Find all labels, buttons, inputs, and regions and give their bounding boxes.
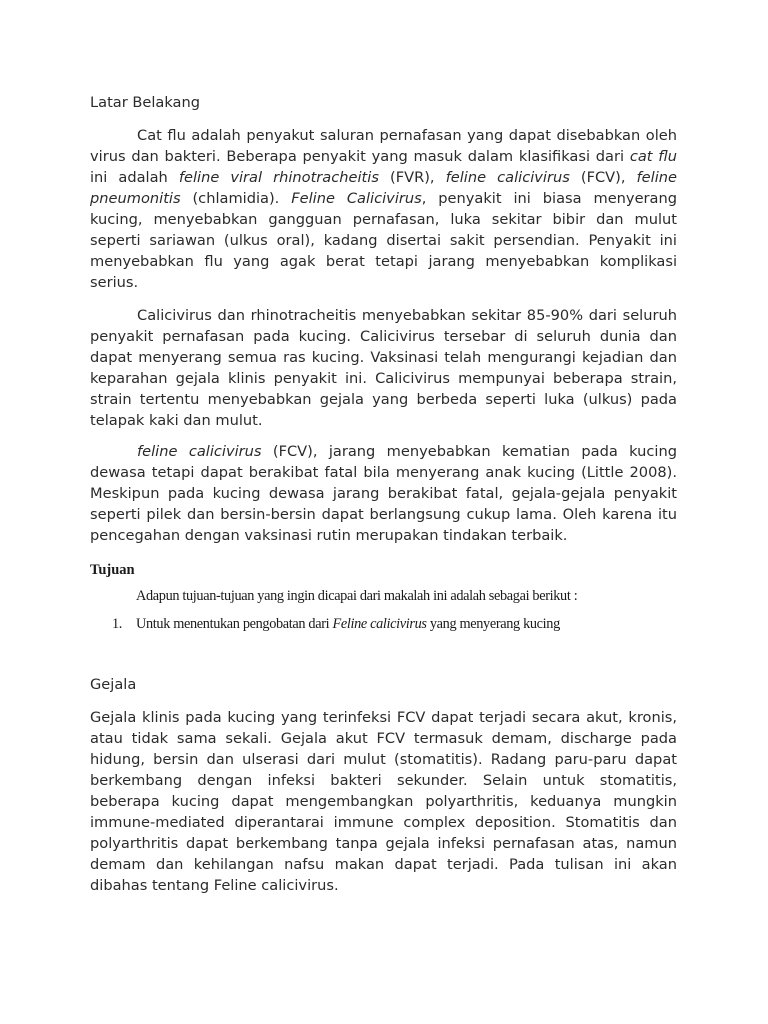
paragraph-gejala-1: Gejala klinis pada kucing yang terinfeksi FCV dapat terjadi secara akut, kronis, atau tidak sama sekali. Gejala akut FCV termasuk demam, discharge pada hidung, bersin dan ulserasi dari mulut (stomatitis). Radang paru-paru dapat berkembang dengan infeksi bakteri sekunder. Selain untuk stomatitis, beberapa kucing dapat mengembangkan polyarthritis, keduanya mungkin immune-mediated diperantarai immune complex deposition. Stomatitis dan polyarthritis dapat berkembang tanpa gejala infeksi pernafasan atas, namun demam dan kehilangan nafsu makan dapat terjadi. Pada tulisan ini akan dibahas tentang Feline calicivirus.: [90, 709, 677, 894]
tujuan-list-item-1: 1. Untuk menentukan pengobatan dari Feline calicivirus yang menyerang kucing: [112, 616, 560, 632]
heading-tujuan: Tujuan: [90, 562, 135, 578]
paragraph-latar-2: Calicivirus dan rhinotracheitis menyebabkan sekitar 85-90% dari seluruh penyakit pernafasan pada kucing. Calicivirus tersebar di seluruh dunia dan dapat menyerang semua ras kucing. Vaksinasi telah mengurangi kejadian dan keparahan gejala klinis penyakit ini. Calicivirus mempunyai beberapa strain, strain tertentu menyebabkan gejala yang berbeda seperti luka (ulkus) pada telapak kaki dan mulut.: [90, 307, 677, 429]
paragraph-latar-1: Cat flu adalah penyakut saluran pernafasan yang dapat disebabkan oleh virus dan bakteri. Beberapa penyakit yang masuk dalam klasifikasi dari cat flu ini adalah feline viral rhinotracheitis (FVR), feline calicivirus (FCV), feline pneumonitis (chlamidia). Feline Calicivirus, penyakit ini biasa menyerang kucing, menyebabkan gangguan pernafasan, luka sekitar bibir dan mulut seperti sariawan (ulkus oral), kadang disertai sakit persendian. Penyakit ini menyebabkan flu yang agak berat tetapi jarang menyebabkan komplikasi serius.: [90, 127, 677, 291]
tujuan-intro: Adapun tujuan-tujuan yang ingin dicapai dari makalah ini adalah sebagai berikut :: [136, 588, 578, 604]
heading-latar-belakang: Latar Belakang: [90, 94, 201, 111]
list-number: 1.: [112, 616, 123, 632]
paragraph-latar-3: feline calicivirus (FCV), jarang menyebabkan kematian pada kucing dewasa tetapi dapat berakibat fatal bila menyerang anak kucing (Little 2008). Meskipun pada kucing dewasa jarang berakibat fatal, gejala-gejala penyakit seperti pilek dan bersin-bersin dapat berlangsung cukup lama. Oleh karena itu pencegahan dengan vaksinasi rutin merupakan tindakan terbaik.: [90, 443, 678, 544]
heading-gejala: Gejala: [90, 676, 137, 693]
